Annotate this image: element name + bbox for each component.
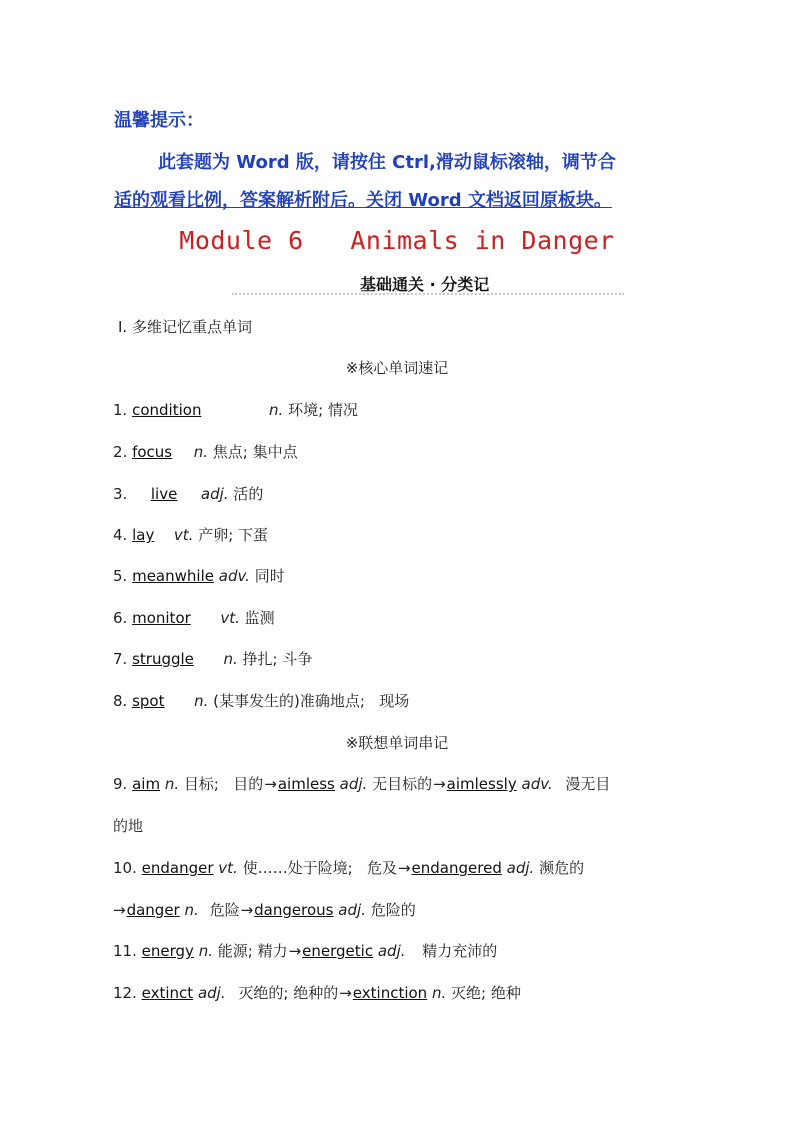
- arrow-icon: →: [397, 859, 411, 877]
- vocab-word: aimlessly: [446, 775, 517, 793]
- list-item-continuation: 的地: [113, 817, 144, 835]
- vocab-word: endangered: [411, 859, 502, 877]
- list-item: 7. struggle n. 挣扎; 斗争: [113, 650, 313, 668]
- list-item: 8. spot n. (某事发生的)准确地点; 现场: [113, 692, 410, 710]
- module-title: Module 6 Animals in Danger: [179, 226, 615, 255]
- arrow-icon: →: [264, 775, 277, 793]
- list-item: 5. meanwhile adv. 同时: [113, 567, 285, 585]
- arrow-icon: →: [113, 901, 126, 919]
- core-words-heading: ※核心单词速记: [345, 359, 449, 377]
- vocab-word: monitor: [132, 609, 191, 627]
- list-item: 11. energy n. 能源; 精力→energetic adj. 精力充沛的: [113, 942, 498, 960]
- vocab-word: aimless: [277, 775, 335, 793]
- vocab-word: live: [150, 485, 178, 503]
- vocab-word: danger: [126, 901, 180, 919]
- notice-line-1: 此套题为 Word 版，请按住 Ctrl,滑动鼠标滚轴，调节合: [158, 152, 616, 173]
- section-header: 基础通关 · 分类记: [360, 275, 490, 294]
- vocab-word: aim: [132, 775, 161, 793]
- notice-line-2: 适的观看比例，答案解析附后。关闭 Word 文档返回原板块。: [114, 190, 612, 211]
- list-item: 4. lay vt. 产卵; 下蛋: [113, 526, 269, 544]
- list-item: 12. extinct adj. 灭绝的; 绝种的→extinction n. 灭绝; 绝种: [113, 984, 521, 1002]
- vocab-word: meanwhile: [132, 567, 214, 585]
- list-item: 3. live adj. 活的: [113, 485, 264, 503]
- vocab-word: focus: [132, 443, 173, 461]
- list-item: 6. monitor vt. 监测: [113, 609, 275, 627]
- vocab-word: struggle: [132, 650, 194, 668]
- vocab-word: extinct: [141, 984, 194, 1002]
- arrow-icon: →: [240, 901, 254, 919]
- assoc-words-heading: ※联想单词串记: [345, 734, 449, 752]
- list-item: 1. condition n. 环境; 情况: [113, 401, 358, 419]
- vocab-word: dangerous: [254, 901, 334, 919]
- vocab-word: endanger: [141, 859, 214, 877]
- arrow-icon: →: [433, 775, 446, 793]
- notice-body: [114, 144, 694, 220]
- part-heading: Ⅰ. 多维记忆重点单词: [118, 318, 252, 336]
- notice-title: 温馨提示：: [114, 110, 204, 131]
- vocab-word: condition: [132, 401, 202, 419]
- vocab-word: energy: [141, 942, 194, 960]
- dotted-divider: [232, 293, 624, 295]
- list-item: 9. aim n. 目标; 目的→aimless adj. 无目标的→aimlessly adv. 漫无目: [113, 775, 611, 793]
- arrow-icon: →: [339, 984, 352, 1002]
- vocab-word: energetic: [302, 942, 374, 960]
- vocab-word: lay: [132, 526, 155, 544]
- list-item: 2. focus n. 焦点; 集中点: [113, 443, 298, 461]
- vocab-word: extinction: [352, 984, 428, 1002]
- arrow-icon: →: [288, 942, 302, 960]
- list-item: 10. endanger vt. 使……处于险境; 危及→endangered adj. 濒危的: [113, 859, 585, 877]
- vocab-word: spot: [132, 692, 165, 710]
- list-item-continuation: →danger n. 危险→dangerous adj. 危险的: [113, 901, 416, 919]
